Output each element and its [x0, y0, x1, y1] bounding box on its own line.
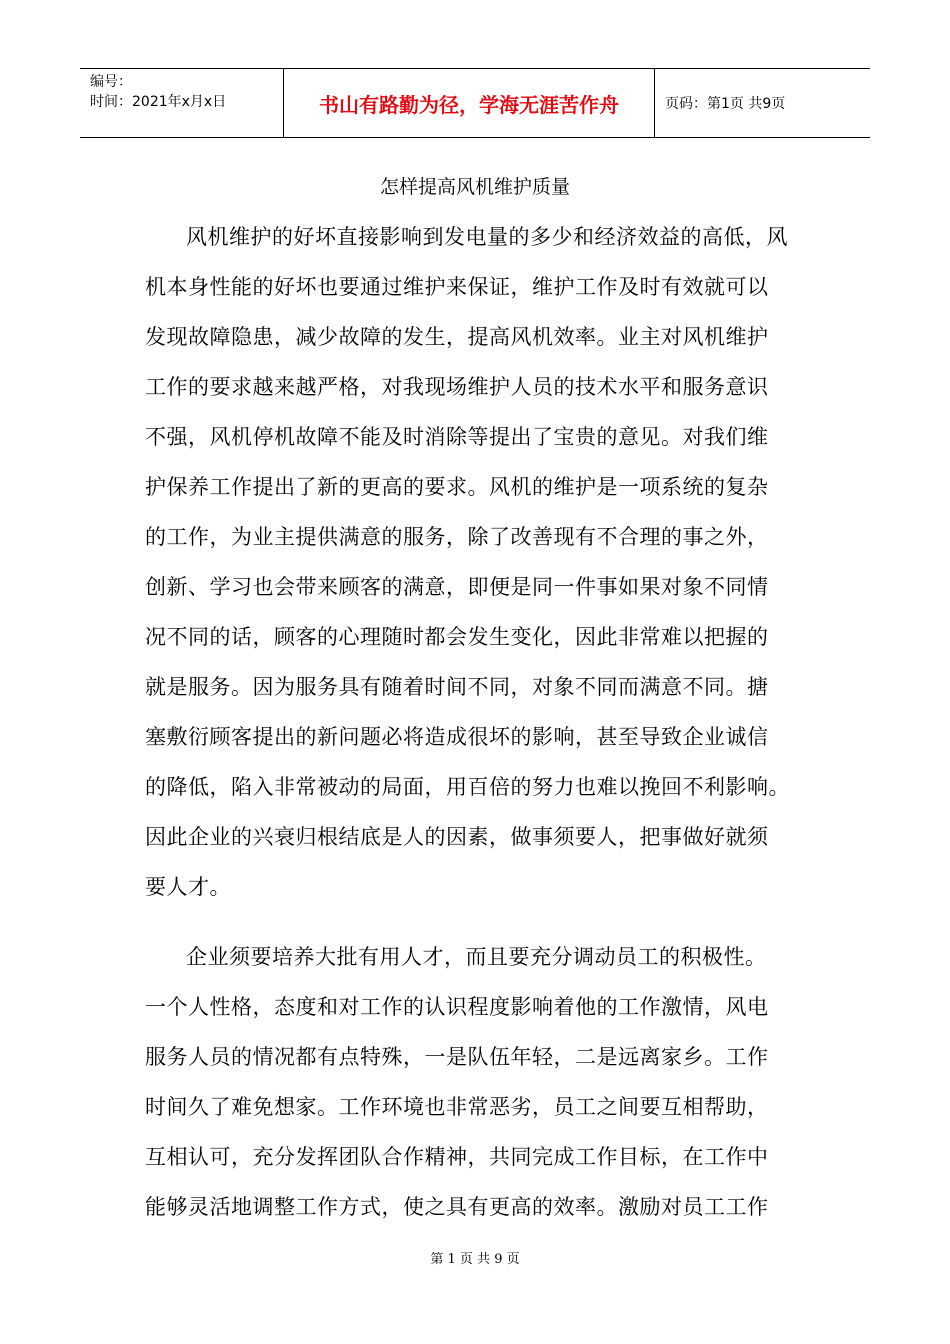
- text-line: 因此企业的兴衰归根结底是人的因素，做事须要人，把事做好就须: [145, 825, 769, 849]
- text-line: 发现故障隐患，减少故障的发生，提高风机效率。业主对风机维护: [145, 325, 769, 349]
- document-header: [80, 68, 870, 138]
- text-line: 不强，风机停机故障不能及时消除等提出了宝贵的意见。对我们维: [145, 425, 769, 449]
- page-footer: 第 1 页 共 9 页: [430, 1252, 520, 1267]
- text-line: 时间久了难免想家。工作环境也非常恶劣，员工之间要互相帮助，: [145, 1095, 769, 1119]
- text-line: 服务人员的情况都有点特殊，一是队伍年轻，二是远离家乡。工作: [145, 1045, 769, 1069]
- header-motto: 书山有路勤为径，学海无涯苦作舟: [283, 69, 655, 137]
- text-line: 的工作，为业主提供满意的服务，除了改善现有不合理的事之外，: [145, 525, 769, 549]
- paragraph-2: [145, 932, 815, 1232]
- text-line: 机本身性能的好坏也要通过维护来保证，维护工作及时有效就可以: [145, 275, 769, 299]
- text-line: 要人才。: [145, 875, 231, 899]
- paragraph-1: [145, 212, 815, 912]
- text-line: 就是服务。因为服务具有随着时间不同，对象不同而满意不同。搪: [145, 675, 769, 699]
- header-meta: [80, 69, 283, 137]
- paragraph-gap: [145, 912, 815, 932]
- text-line: 的降低，陷入非常被动的局面，用百倍的努力也难以挽回不利影响。: [145, 775, 790, 799]
- text-line: 能够灵活地调整工作方式，使之具有更高的效率。激励对员工工作: [145, 1195, 769, 1219]
- text-line: 工作的要求越来越严格，对我现场维护人员的技术水平和服务意识: [145, 375, 769, 399]
- time-label: 时间：2021年x月x日: [90, 94, 227, 110]
- number-label: 编号：: [90, 74, 132, 90]
- text-line: 一个人性格，态度和对工作的认识程度影响着他的工作激情，风电: [145, 995, 769, 1019]
- header-page-info: 页码：第1页 共9页: [665, 96, 786, 112]
- text-line: 塞敷衍顾客提出的新问题必将造成很坏的影响，甚至导致企业诚信: [145, 725, 769, 749]
- document-title: 怎样提高风机维护质量: [379, 176, 570, 198]
- text-line: 风机维护的好坏直接影响到发电量的多少和经济效益的高低，风: [186, 225, 788, 249]
- text-line: 互相认可，充分发挥团队合作精神，共同完成工作目标，在工作中: [145, 1145, 769, 1169]
- text-line: 创新、学习也会带来顾客的满意，即便是同一件事如果对象不同情: [145, 575, 769, 599]
- text-line: 企业须要培养大批有用人才，而且要充分调动员工的积极性。: [186, 945, 767, 969]
- text-line: 况不同的话，顾客的心理随时都会发生变化，因此非常难以把握的: [145, 625, 769, 649]
- text-line: 护保养工作提出了新的更高的要求。风机的维护是一项系统的复杂: [145, 475, 769, 499]
- document-body: [145, 212, 815, 1232]
